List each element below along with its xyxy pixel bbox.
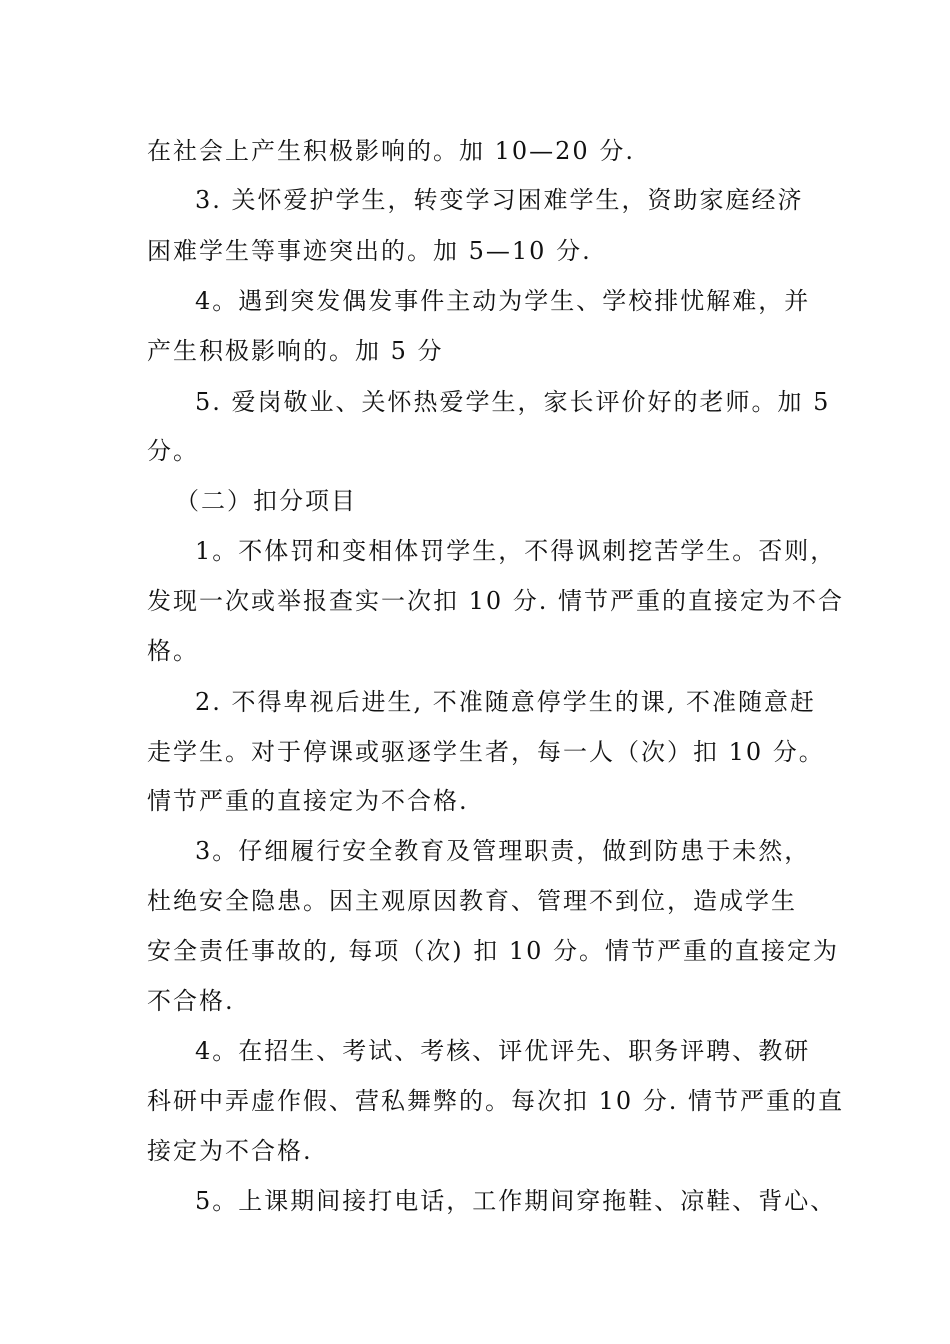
text-line: 5。上课期间接打电话，工作期间穿拖鞋、凉鞋、背心、 [195,1187,837,1215]
text-line: 在社会上产生积极影响的。加 10—20 分. [147,137,635,165]
text-line: 1。不体罚和变相体罚学生，不得讽刺挖苦学生。否则， [195,537,837,565]
text-line: 3. 关怀爱护学生，转变学习困难学生，资助家庭经济 [195,186,804,214]
text-line: 2. 不得卑视后进生, 不准随意停学生的课, 不准随意赶 [195,688,817,716]
text-line: 走学生。对于停课或驱逐学生者，每一人（次）扣 10 分。 [147,738,825,766]
text-line: 4。在招生、考试、考核、评优评先、职务评聘、教研 [195,1037,811,1065]
text-line: 5. 爱岗敬业、关怀热爱学生，家长评价好的老师。加 5 [195,388,831,416]
text-line: 3。仔细履行安全教育及管理职责，做到防患于未然， [195,837,811,865]
text-line: 困难学生等事迹突出的。加 5—10 分. [147,237,592,265]
text-line: 发现一次或举报查实一次扣 10 分. 情节严重的直接定为不合 [147,587,845,615]
text-line: 杜绝安全隐患。因主观原因教育、管理不到位，造成学生 [147,887,797,915]
text-line: 情节严重的直接定为不合格. [147,787,469,815]
text-line: 产生积极影响的。加 5 分 [147,337,444,365]
section-heading: （二）扣分项目 [175,487,357,515]
text-line: 分。 [147,437,199,465]
text-line: 4。遇到突发偶发事件主动为学生、学校排忧解难，并 [195,287,811,315]
text-line: 格。 [147,637,199,665]
text-line: 不合格. [147,987,235,1015]
text-line: 接定为不合格. [147,1137,313,1165]
text-line: 科研中弄虚作假、营私舞弊的。每次扣 10 分. 情节严重的直 [147,1087,845,1115]
text-line: 安全责任事故的, 每项（次) 扣 10 分。情节严重的直接定为 [147,937,840,965]
